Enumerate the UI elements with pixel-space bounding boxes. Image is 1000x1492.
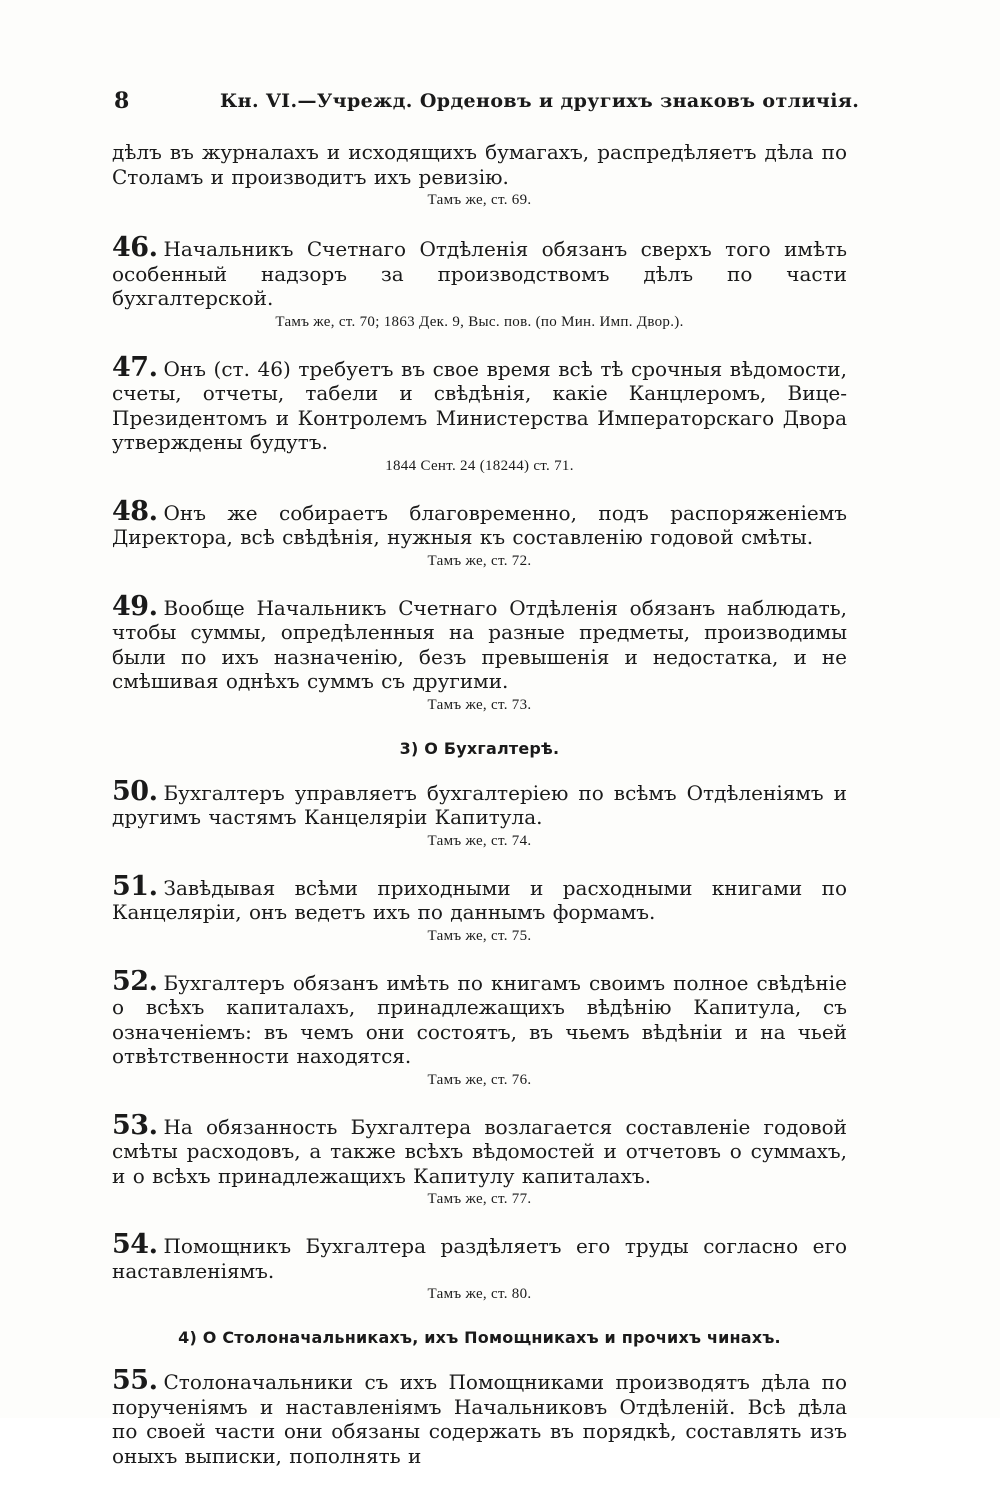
article-body: Вообще Начальникъ Счетнаго Отдѣленія обязанъ наблюдать, чтобы суммы, опредѣленныя на разные предметы, производимы были по ихъ назначенію, безъ превышенія и недостатка, и не смѣшивая однѣхъ суммъ съ другими. [112,595,847,693]
article-body: Помощникъ Бухгалтера раздѣляетъ его труды согласно его наставленіямъ. [112,1234,847,1283]
page-number: 8 [114,88,130,114]
article-number: 55. [112,1365,158,1396]
article-number: 50. [112,775,158,807]
article-number: 52. [112,965,158,997]
article-48 [112,495,847,571]
article-text [112,775,847,830]
article-citation: Тамъ же, ст. 76. [427,1071,532,1088]
article-number: 46. [112,232,158,263]
article-text [112,1229,847,1283]
article-51 [112,870,847,946]
intro-block [112,140,847,210]
article-number: 49. [112,590,158,622]
article-55 [112,1365,847,1468]
article-body: Онъ же собираетъ благовременно, подъ распоряженіемъ Директора, всѣ свѣдѣнія, нужныя къ составленію годовой смѣты. [112,500,847,549]
section-title-clerks: 4) О Столоначальникахъ, ихъ Помощникахъ и прочихъ чинахъ. [178,1328,781,1347]
article-49 [112,590,847,715]
article-body: Столоначальники съ ихъ Помощниками производятъ дѣла по порученіямъ и наставленіямъ Начальниковъ Отдѣленій. Всѣ дѣла по своей части они обязаны содержать въ порядкѣ, составлять изъ оныхъ выписки, пополнять и [112,1370,847,1468]
article-text [112,590,847,694]
article-number: 51. [112,870,158,902]
article-text [112,1365,847,1468]
article-text [112,232,847,311]
article-body: На обязанность Бухгалтера возлагается составленіе годовой смѣты расходовъ, а также всѣхъ вѣдомостей и отчетовъ о суммахъ, и о всѣхъ принадлежащихъ Капитулу капиталахъ. [112,1114,847,1188]
article-citation: 1844 Сент. 24 (18244) ст. 71. [385,457,574,474]
article-body: Бухгалтеръ управляетъ бухгалтеріею по всѣмъ Отдѣленіямъ и другимъ частямъ Канцеляріи Капитула. [112,780,847,829]
article-citation: Тамъ же, ст. 70; 1863 Дек. 9, Выс. пов. (по Мин. Имп. Двор.). [275,313,684,330]
section-title-bookkeeper: 3) О Бухгалтерѣ. [399,738,560,758]
article-47 [112,351,847,476]
article-54 [112,1229,847,1304]
article-number: 47. [112,351,158,383]
article-citation: Тамъ же, ст. 74. [427,832,532,849]
running-head: Кн. VI.—Учрежд. Орденовъ и другихъ знаковъ отличія. [220,90,860,112]
article-text [112,870,847,925]
page-content [112,140,847,1492]
article-body: Бухгалтеръ обязанъ имѣть по книгамъ своимъ полное свѣдѣніе о всѣхъ капиталахъ, принадлежащихъ вѣдѣнію Капитула, съ означеніемъ: въ чемъ они состоятъ, въ чьемъ вѣдѣніи и на чьей отвѣтственности находятся. [112,970,847,1068]
article-citation: Тамъ же, ст. 73. [427,696,532,713]
article-citation: Тамъ же, ст. 72. [427,552,532,569]
article-citation: Тамъ же, ст. 75. [427,927,532,944]
article-citation: Тамъ же, ст. 80. [427,1286,532,1302]
article-body: Начальникъ Счетнаго Отдѣленія обязанъ сверхъ того имѣть особенный надзоръ за производствомъ дѣлъ по части бухгалтерской. [112,237,847,310]
article-52 [112,965,847,1090]
article-53 [112,1109,847,1210]
article-number: 48. [112,495,158,527]
intro-citation: Тамъ же, ст. 69. [427,192,532,208]
article-text [112,965,847,1069]
article-citation: Тамъ же, ст. 77. [427,1191,532,1207]
article-46 [112,232,847,332]
article-text [112,495,847,550]
article-number: 53. [112,1109,158,1141]
article-number: 54. [112,1229,158,1260]
article-body: Онъ (ст. 46) требуетъ въ свое время всѣ тѣ срочныя вѣдомости, счеты, отчеты, табели и свѣдѣнія, какіе Канцлеромъ, Вице-Президентомъ и Контролемъ Министерства Императорскаго Двора утверждены будутъ. [112,356,847,454]
article-text [112,351,847,455]
article-text [112,1109,847,1189]
article-body: Завѣдывая всѣми приходными и расходными книгами по Канцеляріи, онъ ведетъ ихъ по даннымъ формамъ. [112,875,847,924]
intro-text: дѣлъ въ журналахъ и исходящихъ бумагахъ, распредѣляетъ дѣла по Столамъ и производитъ ихъ ревизію. [112,140,847,189]
page-header [112,88,860,118]
article-50 [112,775,847,851]
